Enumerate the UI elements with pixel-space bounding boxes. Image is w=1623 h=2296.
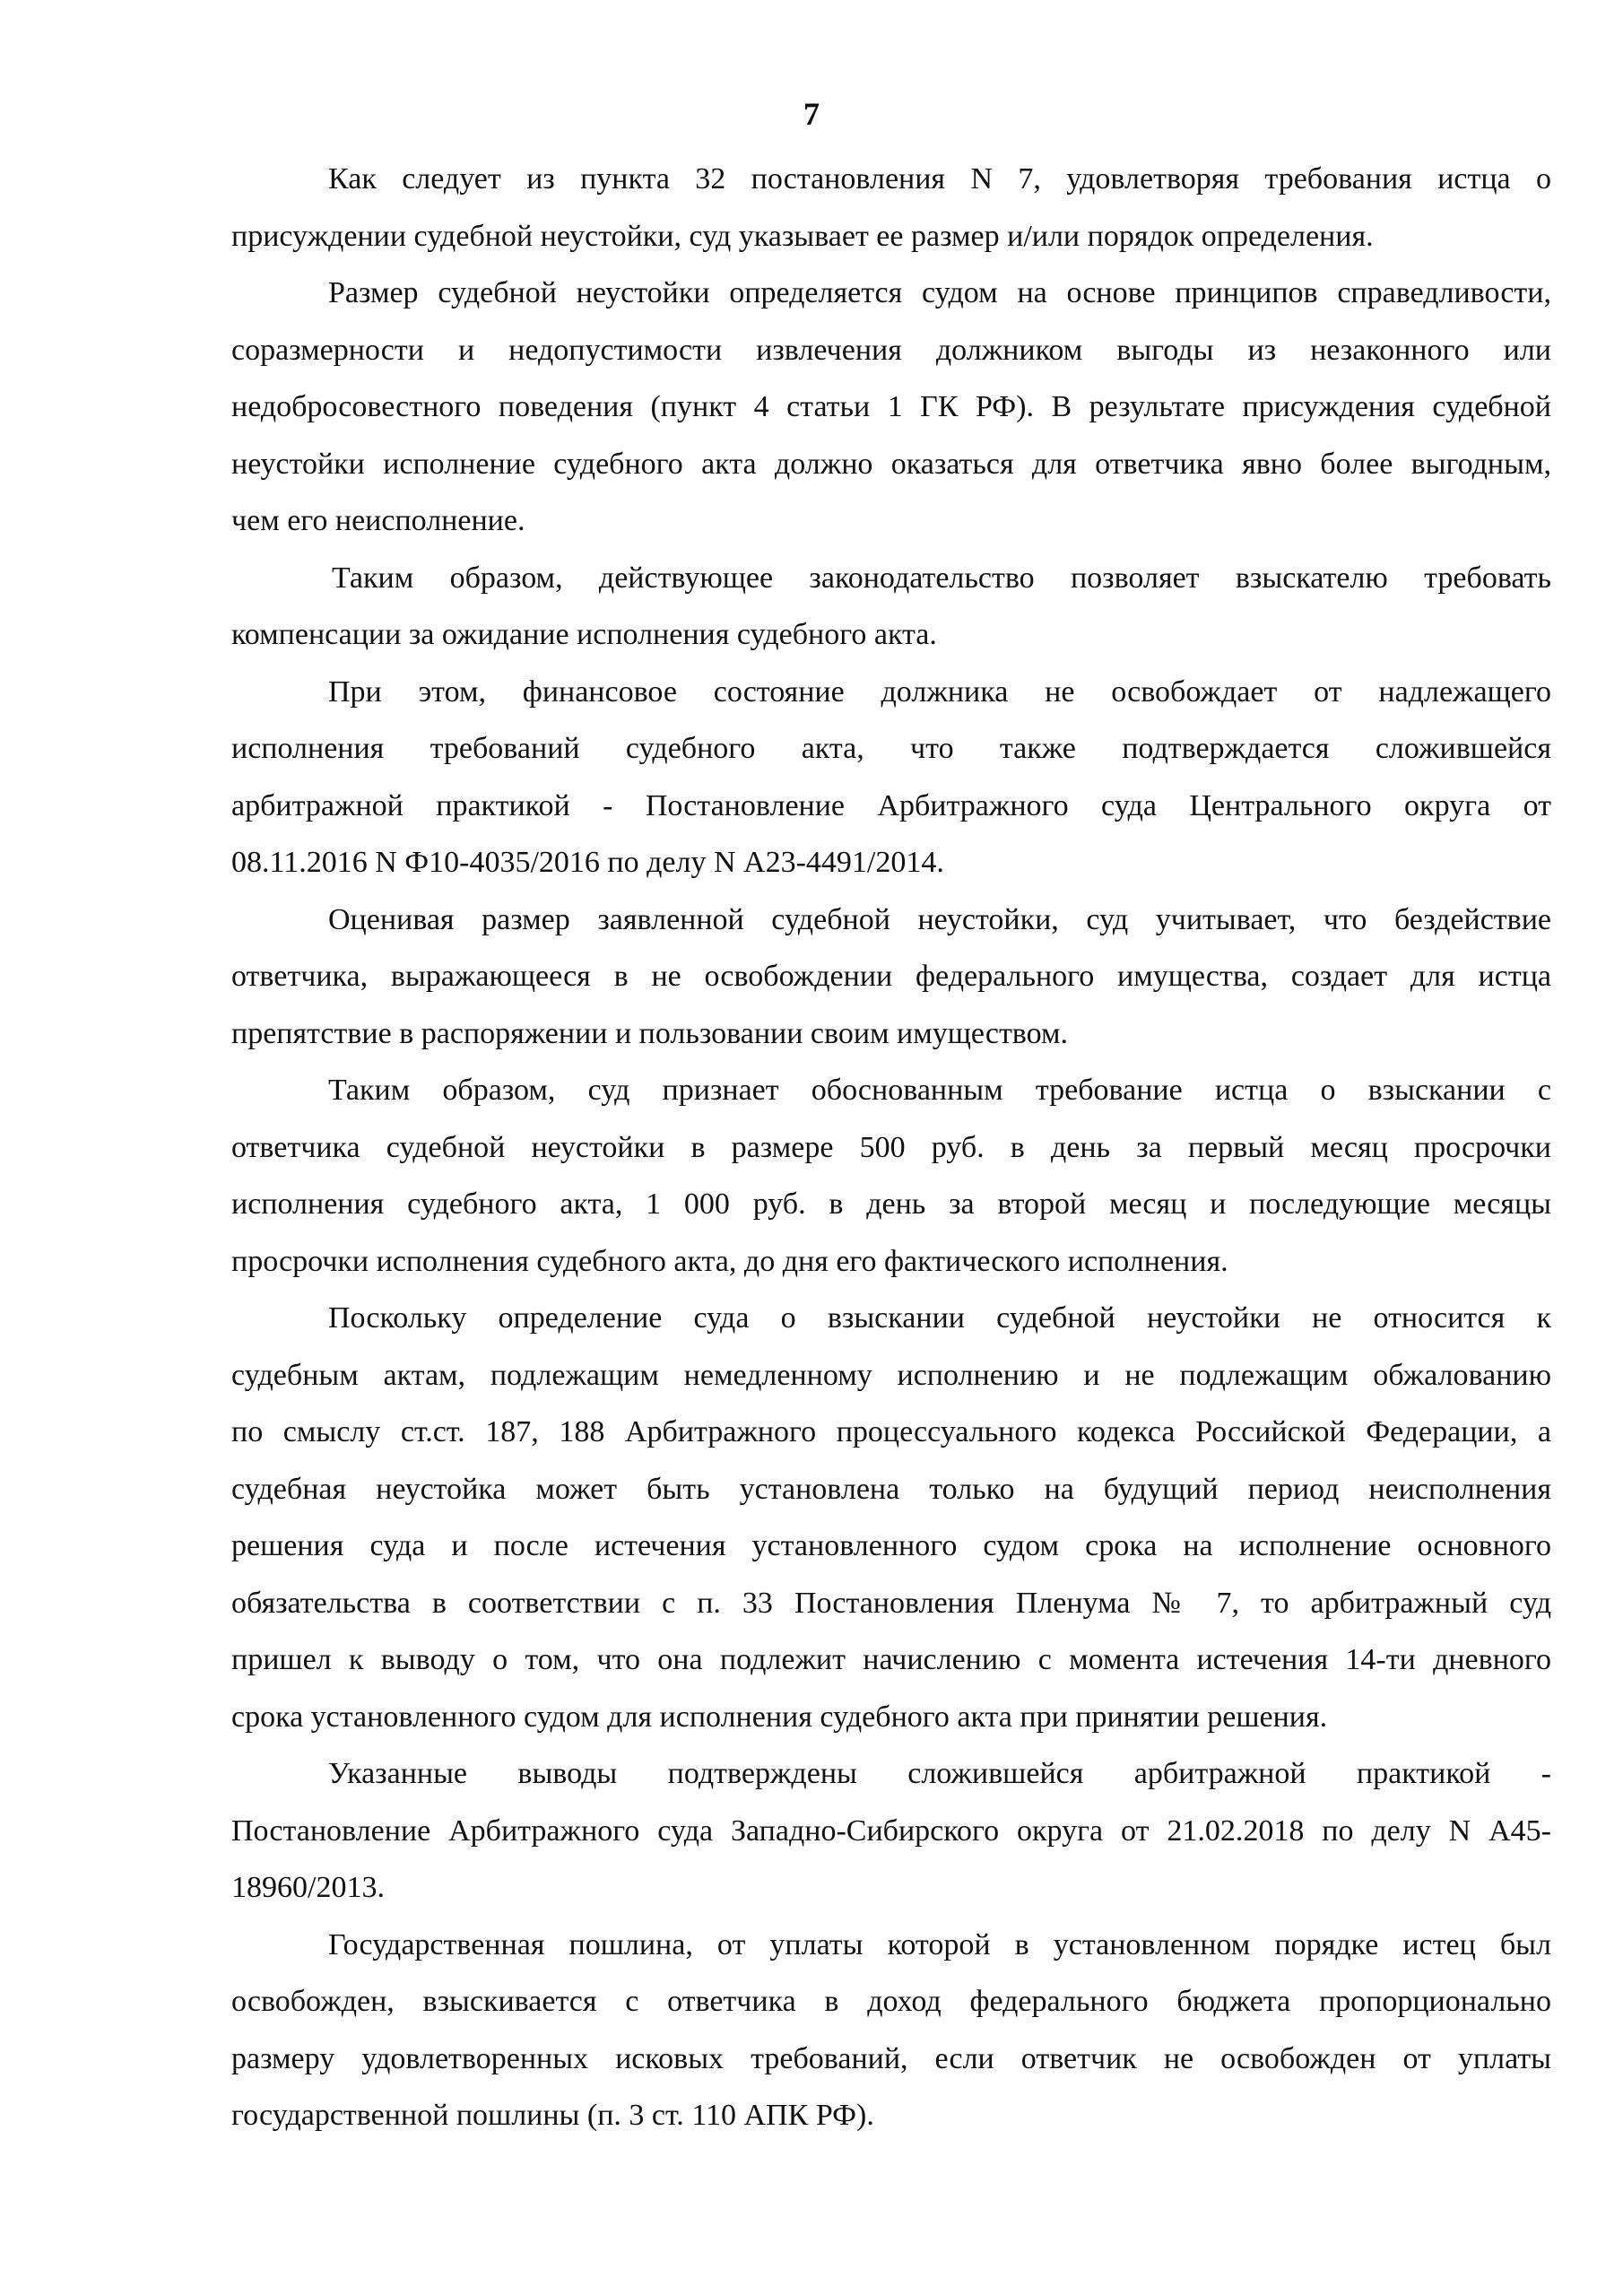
text-line: арбитражной практикой - Постановление Арбитражного суда Центрального округа от	[231, 788, 1551, 822]
text-line: освобожден, взыскивается с ответчика в доход федерального бюджета пропорционально	[231, 1985, 1551, 2018]
text-line: неустойки исполнение судебного акта должно оказаться для ответчика явно более выгодным,	[231, 447, 1551, 481]
text-line: просрочки исполнения судебного акта, до дня его фактического исполнения.	[231, 1244, 1228, 1278]
text-line: судебная неустойка может быть установлена только на будущий период неисполнения	[231, 1472, 1551, 1506]
paragraph	[231, 1290, 1551, 1745]
paragraph	[231, 265, 1551, 550]
paragraph	[231, 1917, 1551, 2144]
text-line: Размер судебной неустойки определяется судом на основе принципов справедливости,	[328, 276, 1551, 309]
paragraph	[231, 891, 1551, 1063]
text-line: 08.11.2016 N Ф10-4035/2016 по делу N А23-4491/2014.	[231, 846, 944, 879]
text-line: Таким образом, действующее законодательство позволяет взыскателю требовать	[332, 561, 1551, 595]
paragraph	[231, 151, 1551, 265]
paragraph	[231, 664, 1551, 891]
text-line: судебным актам, подлежащим немедленному исполнению и не подлежащим обжалованию	[231, 1358, 1551, 1392]
text-line: Указанные выводы подтверждены сложившейся арбитражной практикой -	[328, 1757, 1551, 1790]
text-line: Поскольку определение суда о взыскании судебной неустойки не относится к	[328, 1301, 1551, 1335]
text-line: решения суда и после истечения установленного судом срока на исполнение основного	[231, 1529, 1551, 1562]
paragraph	[231, 1745, 1551, 1917]
text-line: При этом, финансовое состояние должника не освобождает от надлежащего	[328, 674, 1551, 709]
text-line: препятствие в распоряжении и пользовании своим имуществом.	[231, 1016, 1068, 1050]
text-line: недобросовестного поведения (пункт 4 статьи 1 ГК РФ). В результате присуждения судебной	[231, 390, 1551, 423]
text-line: Государственная пошлина, от уплаты которой в установленном порядке истец был	[328, 1927, 1551, 1961]
text-line: по смыслу ст.ст. 187, 188 Арбитражного процессуального кодекса Российской Федерации, а	[231, 1415, 1551, 1448]
text-line: 18960/2013.	[231, 1871, 385, 1904]
text-line: Таким образом, суд признает обоснованным требование истца о взыскании с	[328, 1074, 1551, 1107]
text-line: государственной пошлины (п. 3 ст. 110 АПК РФ).	[231, 2099, 874, 2132]
text-line: размеру удовлетворенных исковых требований, если ответчик не освобожден от уплаты	[231, 2041, 1551, 2075]
text-line: пришел к выводу о том, что она подлежит начислению с момента истечения 14-ти дневного	[231, 1643, 1551, 1676]
page-number: 7	[803, 96, 820, 132]
text-line: исполнения требований судебного акта, что также подтверждается сложившейся	[231, 732, 1551, 765]
text-line: присуждении судебной неустойки, суд указывает ее размер и/или порядок определения.	[231, 219, 1374, 253]
text-line: ответчика, выражающееся в не освобождении федерального имущества, создает для истца	[231, 960, 1551, 993]
text-line: срока установленного судом для исполнения судебного акта при принятии решения.	[231, 1700, 1328, 1734]
text-line: Как следует из пункта 32 постановления N 7, удовлетворяя требования истца о	[328, 162, 1551, 196]
text-line: ответчика судебной неустойки в размере 500 руб. в день за первый месяц просрочки	[231, 1130, 1551, 1164]
text-line: компенсации за ожидание исполнения судебного акта.	[231, 618, 937, 651]
paragraph	[231, 1062, 1551, 1290]
text-line: Постановление Арбитражного суда Западно-Сибирского округа от 21.02.2018 по делу N А45-	[231, 1813, 1551, 1848]
text-line: исполнения судебного акта, 1 000 руб. в день за второй месяц и последующие месяцы	[231, 1187, 1551, 1221]
text-line: чем его неисполнение.	[231, 504, 525, 537]
text-line: Оценивая размер заявленной судебной неустойки, суд учитывает, что бездействие	[328, 902, 1551, 936]
document-body	[231, 151, 1551, 2144]
text-line: соразмерности и недопустимости извлечения должником выгоды из незаконного или	[231, 333, 1551, 367]
text-line: обязательства в соответствии с п. 33 Постановления Пленума № 7, то арбитражный суд	[231, 1586, 1551, 1620]
paragraph	[231, 550, 1551, 664]
